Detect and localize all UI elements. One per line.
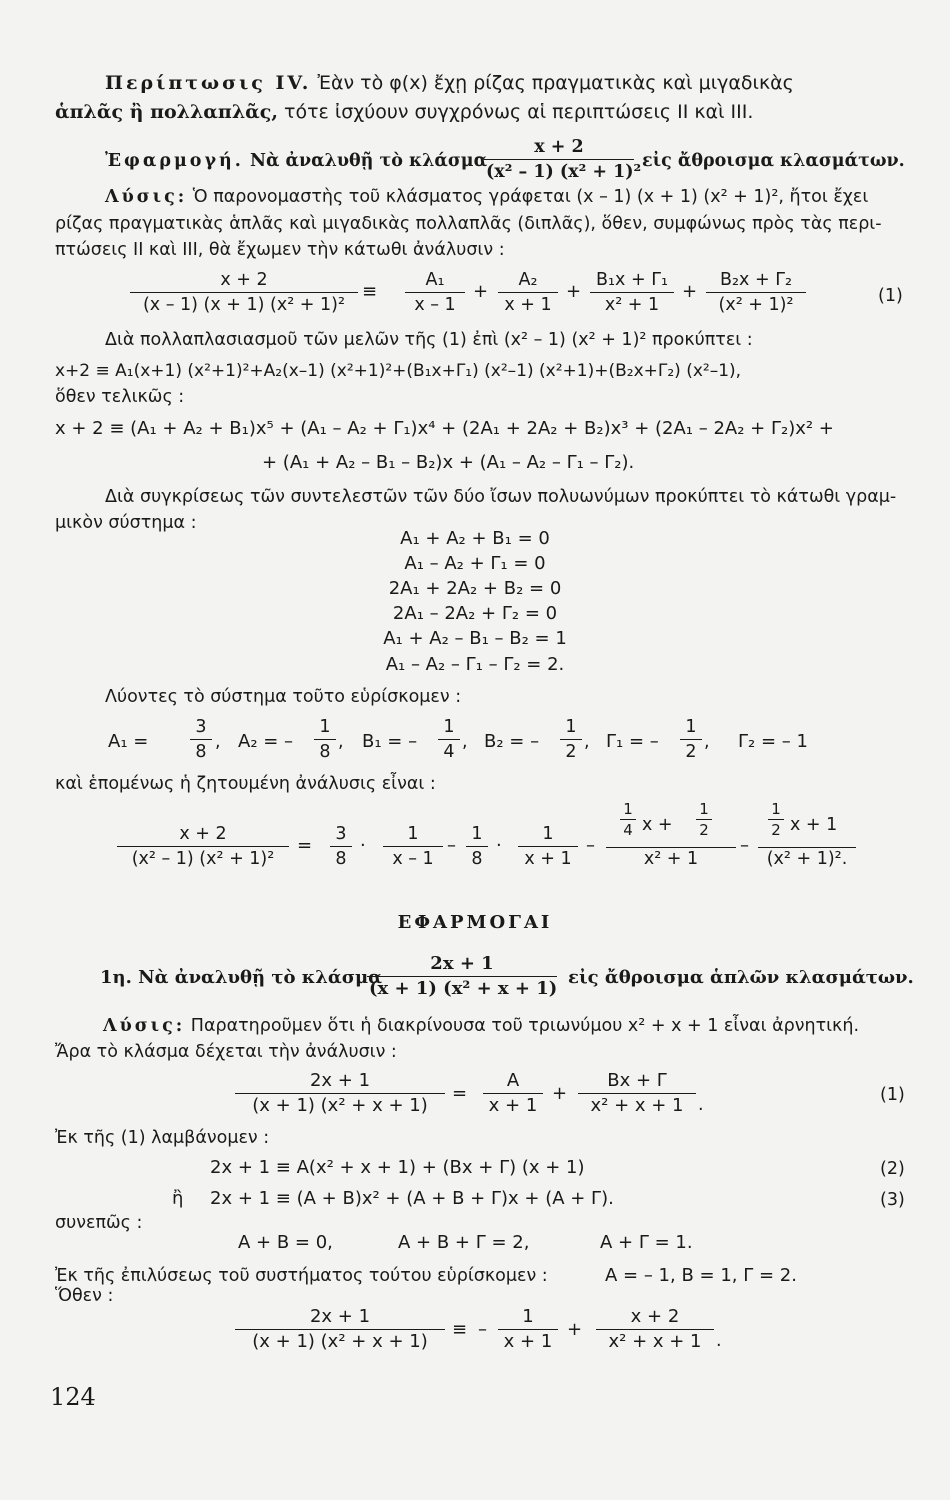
minus-sign: – [447, 835, 456, 856]
final-frac4-inner [768, 800, 784, 839]
fraction-denominator: 2 [685, 742, 697, 762]
value-a1-label: A₁ = [108, 731, 149, 752]
fraction-denominator: x² + x + 1 [608, 1331, 702, 1352]
equals-sign: = [452, 1083, 468, 1104]
ex1-solution-text: Παρατηροῦμεν ὅτι ἡ διακρίνουσα τοῦ τριωνύμου x² + x + 1 εἶναι ἀρνητική. [190, 1016, 860, 1036]
value-g1-label: Γ₁ = – [606, 731, 659, 752]
identity-sign: ≡ [362, 281, 378, 302]
fraction-denominator: 2 [699, 821, 709, 839]
fraction-denominator: 8 [335, 849, 347, 869]
fraction-numerator: x + 2 [179, 824, 227, 844]
identity-collected-1: x + 2 ≡ (A₁ + A₂ + B₁)x⁵ + (A₁ – A₂ + Γ₁)x⁴ + (2A₁ + 2A₂ + B₂)x³ + (2A₁ – 2A₂ + Γ₂)x² + [55, 418, 834, 439]
system-equation: A₁ – A₂ + Γ₁ = 0 [404, 553, 546, 574]
eq1-tag: (1) [878, 286, 903, 306]
ex1-hence: Ὅθεν : [55, 1286, 114, 1306]
solution-text: Ὁ παρονομαστὴς τοῦ κλάσματος γράφεται (x – 1) (x + 1) (x² + 1)², ἤτοι ἔχει [192, 187, 869, 207]
value-b1-label: B₁ = – [362, 731, 418, 752]
comma: , [215, 732, 221, 752]
fraction-numerator: 3 [195, 717, 207, 737]
fraction-numerator: A [506, 1070, 520, 1091]
ex1-solution-label: Λύσις: [103, 1016, 186, 1036]
application-text: Νὰ ἀναλυθῇ τὸ κλάσμα [249, 151, 488, 171]
compare-line1: Διὰ συγκρίσεως τῶν συντελεστῶν τῶν δύο ἴσων πολυωνύμων προκύπτει τὸ κάτωθι γραμ- [105, 487, 897, 507]
fraction-numerator: Bx + Γ [607, 1070, 667, 1091]
ex1-label: 1η. Νὰ ἀναλυθῇ τὸ κλάσμα [100, 967, 383, 988]
value-a2-label: A₂ = – [238, 731, 294, 752]
ex1-eq2: 2x + 1 ≡ A(x² + x + 1) + (Bx + Γ) (x + 1) [210, 1157, 585, 1178]
fraction-denominator: 8 [471, 849, 483, 869]
fraction-denominator: x² + 1 [643, 849, 699, 869]
identity-collected-2: + (A₁ + A₂ – B₁ – B₂)x + (A₁ – A₂ – Γ₁ – Γ₂). [262, 452, 635, 473]
case-heading-line2 [55, 101, 753, 123]
fraction-denominator: x + 1 [488, 1095, 538, 1116]
fraction-numerator: B₂x + Γ₂ [720, 270, 792, 290]
solution-line3: πτώσεις II καὶ III, θὰ ἔχωμεν τὴν κάτωθι ἀνάλυσιν : [55, 240, 505, 260]
final-lhs-fraction [117, 823, 289, 870]
fraction-numerator: 1 [699, 800, 709, 818]
case-heading-line1 [105, 72, 794, 94]
fraction-denominator: (x² + 1)² [718, 295, 794, 315]
fraction-numerator: 2x + 1 [309, 1306, 371, 1327]
ex1-eq1-tag: (1) [880, 1085, 905, 1105]
fraction-denominator: x² + 1 [604, 295, 660, 315]
ex1-eq1-lhs [235, 1070, 445, 1117]
solution-label: Λύσις: [105, 187, 188, 207]
value-a2-fraction [314, 716, 336, 763]
compare-line2: μικὸν σύστημα : [55, 513, 197, 533]
ex1-eq3: 2x + 1 ≡ (A + B)x² + (A + B + Γ)x + (A + Γ). [210, 1188, 614, 1209]
page-number: 124 [50, 1383, 96, 1411]
application-label: Ἐφαρμογή. [105, 151, 244, 171]
fraction-numerator: 1 [443, 717, 455, 737]
system-equation: A₁ + A₂ – B₁ – B₂ = 1 [383, 628, 567, 649]
fraction-denominator: (x² + 1)². [766, 849, 848, 869]
final-frac4-mid: x + 1 [790, 815, 838, 835]
minus-sign: – [478, 1319, 487, 1340]
ex1-eq1-term1 [483, 1070, 543, 1117]
plus-sign: + [567, 1319, 583, 1340]
value-g2: Γ₂ = – 1 [738, 731, 808, 752]
dot-operator: · [360, 835, 366, 856]
fraction-denominator: 4 [623, 821, 633, 839]
eq1-term1 [405, 269, 465, 316]
dot-operator: · [496, 835, 502, 856]
fraction-numerator: B₁x + Γ₁ [596, 270, 668, 290]
comma: , [704, 732, 710, 752]
period: . [716, 1331, 722, 1351]
period: . [698, 1095, 704, 1115]
fraction-denominator: x² + x + 1 [590, 1095, 684, 1116]
ex1-from1: Ἐκ τῆς (1) λαμβάνομεν : [55, 1128, 270, 1148]
case-line1-text: Ἐὰν τὸ φ(x) ἔχῃ ρίζας πραγματικὰς καὶ μιγαδικὰς [317, 72, 794, 94]
solution-line1 [105, 186, 868, 208]
equals-sign: = [297, 835, 313, 856]
ex1-solution-values: A = – 1, B = 1, Γ = 2. [605, 1265, 797, 1286]
fraction-numerator: 1 [542, 824, 554, 844]
case-line2-text: τότε ἰσχύουν συγχρόνως αἱ περιπτώσεις II καὶ III. [284, 101, 754, 123]
identity-expansion: x+2 ≡ A₁(x+1) (x²+1)²+A₂(x–1) (x²+1)²+(B₁x+Γ₁) (x²–1) (x²+1)+(B₂x+Γ₂) (x²–1), [55, 361, 742, 381]
ex1-fraction [367, 953, 557, 1000]
fraction-numerator: 1 [471, 824, 483, 844]
fraction-denominator: 8 [195, 742, 207, 762]
fraction-denominator: x – 1 [392, 849, 434, 869]
fraction-numerator: 2x + 1 [430, 953, 494, 974]
ex1-result-term2 [596, 1306, 714, 1353]
plus-sign: + [566, 281, 582, 302]
eq1-term4 [706, 269, 806, 316]
final-frac1 [383, 823, 443, 870]
fraction-denominator: (x + 1) (x² + x + 1) [252, 1095, 428, 1116]
fraction-numerator: A₁ [425, 270, 445, 290]
fraction-denominator: 2 [771, 821, 781, 839]
fraction-denominator: 2 [565, 742, 577, 762]
value-g1-fraction [680, 716, 702, 763]
ex1-system-eq-c: A + Γ = 1. [600, 1232, 693, 1253]
fraction-denominator: x – 1 [414, 295, 456, 315]
final-frac3-inner-a [620, 800, 636, 839]
fraction-denominator: 8 [319, 742, 331, 762]
fraction-denominator: (x + 1) (x² + x + 1) [252, 1331, 428, 1352]
ex1-result-term1 [498, 1306, 558, 1353]
fraction-numerator: 1 [623, 800, 633, 818]
minus-sign: – [740, 835, 749, 856]
ex1-eq1-term2 [578, 1070, 696, 1117]
plus-sign: + [682, 281, 698, 302]
final-coef2 [466, 823, 488, 870]
application-tail: εἰς ἄθροισμα κλασμάτων. [642, 151, 905, 171]
fraction-numerator: A₂ [518, 270, 538, 290]
application-fraction [484, 136, 642, 183]
ex1-eq2-tag: (2) [880, 1159, 905, 1179]
ex1-or: ἢ [172, 1188, 184, 1209]
fraction-numerator: x + 2 [630, 1306, 680, 1327]
case-title: Περίπτωσις IV. [105, 72, 312, 94]
final-coef1 [330, 823, 352, 870]
fraction-denominator: x + 1 [504, 295, 552, 315]
system-equation: 2A₁ – 2A₂ + Γ₂ = 0 [392, 603, 558, 624]
case-line2-bold: ἁπλᾶς ἢ πολλαπλᾶς, [55, 101, 278, 123]
ex1-eq3-tag: (3) [880, 1190, 905, 1210]
final-frac3 [606, 798, 736, 870]
fraction-numerator: x + 2 [534, 137, 584, 157]
fraction-numerator: 3 [335, 824, 347, 844]
fraction-numerator: 1 [565, 717, 577, 737]
value-b2-label: B₂ = – [484, 731, 540, 752]
ex1-therefore: συνεπῶς : [55, 1213, 143, 1233]
fraction-numerator: x + 2 [220, 270, 268, 290]
fraction-numerator: 1 [407, 824, 419, 844]
final-frac3-inner-b [696, 800, 712, 839]
solution-line2: ρίζας πραγματικὰς ἁπλᾶς καὶ μιγαδικὰς πολλαπλᾶς (διπλᾶς), ὅθεν, συμφώνως πρὸς τὰς περι- [55, 214, 882, 234]
ex1-system-eq-a: A + B = 0, [238, 1232, 333, 1253]
system-equation: A₁ + A₂ + B₁ = 0 [400, 528, 550, 549]
fraction-denominator: (x + 1) (x² + x + 1) [369, 978, 558, 999]
fraction-denominator: x + 1 [524, 849, 572, 869]
value-a1-fraction [190, 716, 212, 763]
fraction-numerator: 2x + 1 [309, 1070, 371, 1091]
final-frac4 [758, 798, 856, 870]
ex1-solution-line1 [103, 1015, 859, 1037]
plus-sign: + [552, 1083, 568, 1104]
ex1-tail: εἰς ἄθροισμα ἁπλῶν κλασμάτων. [568, 967, 914, 988]
fraction-denominator: (x – 1) (x + 1) (x² + 1)² [142, 295, 346, 315]
minus-sign: – [586, 835, 595, 856]
fraction-numerator: 1 [522, 1306, 534, 1327]
comma: , [338, 732, 344, 752]
value-b2-fraction [560, 716, 582, 763]
value-b1-fraction [438, 716, 460, 763]
section-title: ΕΦΑΡΜΟΓΑΙ [397, 912, 553, 933]
fraction-numerator: 1 [319, 717, 331, 737]
fraction-numerator: 1 [685, 717, 697, 737]
ex1-result-lhs [235, 1306, 445, 1353]
plus-sign: + [473, 281, 489, 302]
ex1-solution-line2: Ἄρα τὸ κλάσμα δέχεται τὴν ἀνάλυσιν : [55, 1042, 397, 1062]
final-frac2 [518, 823, 578, 870]
fraction-denominator: 4 [443, 742, 455, 762]
eq1-term2 [498, 269, 558, 316]
multiply-line: Διὰ πολλαπλασιασμοῦ τῶν μελῶν τῆς (1) ἐπὶ (x² – 1) (x² + 1)² προκύπτει : [105, 330, 753, 350]
application-label-line [105, 150, 487, 172]
finally-line: ὅθεν τελικῶς : [55, 387, 185, 407]
ex1-from-solution: Ἐκ τῆς ἐπιλύσεως τοῦ συστήματος τούτου εὑρίσκομεν : [55, 1266, 548, 1286]
eq1-term3 [590, 269, 674, 316]
solving-line: Λύοντες τὸ σύστημα τοῦτο εὑρίσκομεν : [105, 687, 462, 707]
fraction-denominator: (x² – 1) (x² + 1)² [131, 849, 275, 869]
fraction-denominator: (x² – 1) (x² + 1)² [486, 162, 642, 182]
eq1-lhs-fraction [130, 269, 358, 316]
final-frac3-mid: x + [642, 815, 673, 835]
ex1-system-eq-b: A + B + Γ = 2, [398, 1232, 530, 1253]
system-equation: 2A₁ + 2A₂ + B₂ = 0 [388, 578, 562, 599]
identity-sign: ≡ [452, 1319, 468, 1340]
comma: , [584, 732, 590, 752]
consequently-line: καὶ ἑπομένως ἡ ζητουμένη ἀνάλυσις εἶναι : [55, 774, 436, 794]
fraction-denominator: x + 1 [503, 1331, 553, 1352]
comma: , [462, 732, 468, 752]
fraction-numerator: 1 [771, 800, 781, 818]
system-equation: A₁ – A₂ – Γ₁ – Γ₂ = 2. [385, 654, 565, 675]
